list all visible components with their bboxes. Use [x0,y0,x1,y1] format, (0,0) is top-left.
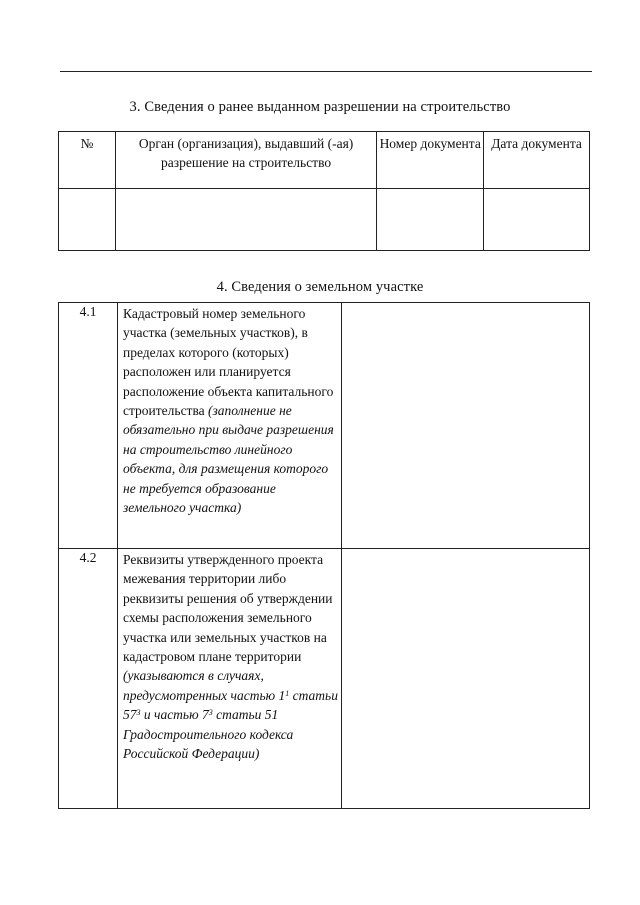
label-text: Кадастровый номер земельного участка (земельных участков), в пределах которого (которых) расположен или планируется расположение объекта капитального строительства [123,306,334,419]
column-header-document-date: Дата документа [484,132,590,189]
row-label [118,549,342,809]
land-plot-table [58,302,590,809]
section-4-title: 4. Сведения о земельном участке [216,279,424,295]
row-number: 4.2 [59,549,118,809]
table-row [59,189,590,251]
table-header-row [59,132,590,189]
cell-document-date[interactable] [484,189,590,251]
cell-number[interactable] [59,189,116,251]
section-3-title: 3. Сведения о ранее выданном разрешении на строительство [129,99,511,115]
cadastral-number-value[interactable] [342,303,590,549]
row-number: 4.1 [59,303,118,549]
row-label [118,303,342,549]
label-note: (заполнение не обязательно при выдаче разрешения на строительство линейного объекта, для размещения которого не требуется образование земельного участка) [123,403,334,516]
label-text: Реквизиты утвержденного проекта межевания территории либо реквизиты решения об утверждении схемы расположения земельного участка или земельных участков на кадастровом плане территории [123,552,333,665]
cell-document-number[interactable] [377,189,484,251]
top-rule [60,71,592,72]
table-row [59,303,590,549]
column-header-document-number: Номер документа [377,132,484,189]
label-note: (указываются в случаях, предусмотренных частью $1^1$ статьи $57^3$ и частью $7^3$ статьи 51 Градостроительного кодекса Российской Федерации) [123,668,338,762]
survey-project-details-value[interactable] [342,549,590,809]
column-header-issuing-authority: Орган (организация), выдавший (-ая) разрешение на строительство [115,132,376,189]
column-header-number: № [59,132,116,189]
previous-permit-table [58,131,590,251]
table-row [59,549,590,809]
cell-issuing-authority[interactable] [115,189,376,251]
